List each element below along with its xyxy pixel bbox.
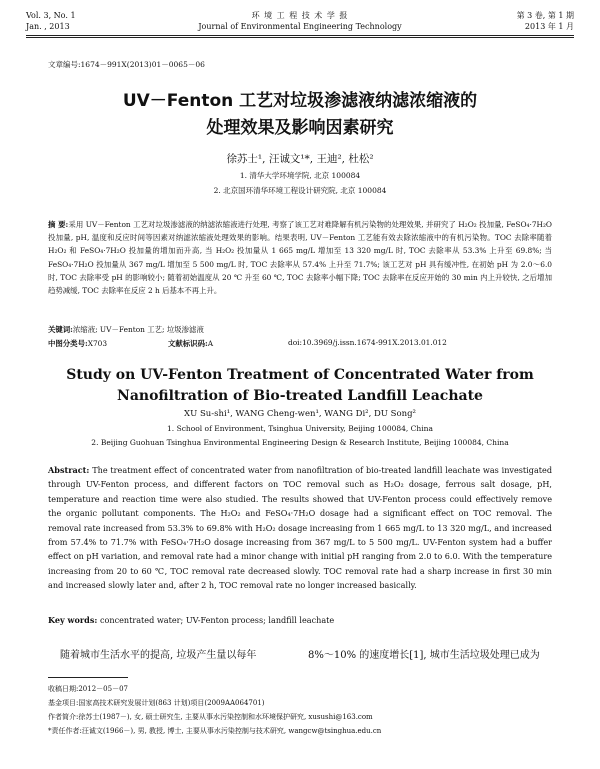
header-date-line: Jan. , 2013: [26, 22, 70, 31]
document-code-label: 文献标识码:: [168, 339, 208, 348]
english-keywords-label: Key words:: [48, 615, 98, 625]
chinese-affiliation-1: 1. 清华大学环境学院, 北京 100084: [239, 171, 361, 180]
english-affiliation-2: 2. Beijing Guohuan Tsinghua Environmental Engineering Design & Research Institute, Beijing 100084, China: [91, 438, 509, 447]
header-year-cn: 2013 年 1 月: [524, 22, 574, 31]
chinese-keywords-text: 浓缩液; UV－Fenton 工艺; 垃圾渗滤液: [72, 325, 204, 334]
header-rule-thin: [26, 37, 574, 38]
footnote-received: 收稿日期:2012－05－07: [48, 685, 128, 693]
english-title-line2: Nanofiltration of Bio-treated Landfill Leachate: [117, 388, 483, 404]
header-journal-en: Journal of Environmental Engineering Technology: [198, 22, 402, 31]
english-keywords: [48, 615, 552, 625]
english-title-line1: Study on UV-Fenton Treatment of Concentrated Water from: [66, 367, 534, 383]
english-keywords-text: concentrated water; UV-Fenton process; landfill leachate: [99, 615, 335, 625]
chinese-keywords: [48, 324, 552, 335]
chinese-authors: 徐苏士¹, 汪诚文¹*, 王迪², 杜松²: [226, 153, 374, 165]
english-abstract-label: Abstract:: [48, 465, 90, 475]
footnote-author-bio: 作者简介:徐苏士(1987－), 女, 硕士研究生, 主要从事水污染控制和水环境保护研究, xusushi@163.com: [48, 713, 373, 721]
footnote-corresponding: *责任作者:汪诚文(1966－), 男, 教授, 博士, 主要从事水污染控制与技术研究, wangcw@tsinghua.edu.cn: [48, 727, 382, 735]
header-issue: [517, 10, 574, 32]
footnote-fund: 基金项目:国家高技术研究发展计划(863 计划)项目(2009AA064701): [48, 699, 265, 707]
english-authors: XU Su-shi¹, WANG Cheng-wen¹, WANG Di², DU Song²: [184, 409, 416, 419]
body-text-right: 8%～10% 的速度增长[1], 城市生活垃圾处理已成为: [308, 650, 540, 661]
chinese-affiliation-2: 2. 北京国环清华环境工程设计研究院, 北京 100084: [213, 186, 387, 195]
chinese-title: [0, 88, 600, 142]
document-code: [168, 338, 213, 349]
document-code-value: A: [207, 339, 214, 348]
clc-label: 中图分类号:: [48, 339, 88, 348]
doi: doi:10.3969/j.issn.1674-991X.2013.01.012: [288, 338, 447, 347]
chinese-title-line1: UV－Fenton 工艺对垃圾渗滤液纳滤浓缩液的: [122, 91, 478, 111]
clc-value: X703: [87, 339, 108, 348]
article-number: 文章编号:1674－991X(2013)01－0065－06: [48, 60, 205, 69]
english-abstract: [48, 463, 552, 593]
header-volume-line: Vol. 3, No. 1: [26, 11, 76, 20]
english-title: [0, 365, 600, 407]
chinese-keywords-label: 关键词:: [48, 325, 73, 334]
english-abstract-text: The treatment effect of concentrated water from nanofiltration of bio-treated landfill leachate was investigated through UV-Fenton process, and different factors on TOC removal such as H₂O₂ dosage, ferrous salt dosage, pH, temperature and reaction time were also studied. The results showed that UV-Fenton process could effectively remove the organic pollutant components. The H₂O₂ and FeSO₄·7H₂O dosage had a significant effect on TOC removal. The removal rate increased from 53.3% to 69.8% with H₂O₂ dosage increasing from 1 665 mg/L to 13 320 mg/L, and increased from 57.4% to 71.7% with FeSO₄·7H₂O dosage increasing from 367 mg/L to 5 500 mg/L. UV-Fenton system had a buffer effect on pH variation, and removal rate had a minor change with initial pH ranging from 2.0 to 6.0. With the temperature increasing from 20 to 60 ℃, TOC removal rate decreased slowly. TOC removal rate had a sharp increase in first 30 min and increased slowly later and, after 2 h, TOC removal rate no longer increased basically.: [48, 465, 553, 591]
english-affiliation-1: 1. School of Environment, Tsinghua University, Beijing 100084, China: [167, 424, 433, 433]
chinese-abstract-label: 摘 要:: [48, 220, 69, 229]
footnote-rule: [48, 677, 128, 678]
header-journal: [26, 10, 574, 32]
chinese-abstract: [48, 218, 552, 297]
chinese-abstract-text: 采用 UV－Fenton 工艺对垃圾渗滤液的纳滤浓缩液进行处理, 考察了该工艺对难降解有机污染物的处理效果, 并研究了 H₂O₂ 投加量, FeSO₄·7H₂O 投加量, pH, 温度和反应时间等因素对纳滤浓缩液处理效果的影响。结果表明, UV－Fenton 工艺能有效去除浓缩液中的有机污染物。TOC 去除率随着 H₂O₂ 和 FeSO₄·7H₂O 投加量的增加而升高, 当 H₂O₂ 投加量从 1 665 mg/L 增加至 13 320 mg/L 时, TOC 去除率从 53.3% 上升至 69.8%; 当 FeSO₄·7H₂O 投加量从 367 mg/L 增加至 5 500 mg/L 时, TOC 去除率从 57.4% 上升至 71.7%; 该工艺对 pH 具有缓冲性, 在初始 pH 为 2.0～6.0 时, TOC 去除率受 pH 的影响较小; 随着初始温度从 20 ℃ 升至 60 ℃, TOC 去除率小幅下降; TOC 去除率在反应开始的 30 min 内上升较快, 之后增加趋势减缓, TOC 去除率在反应 2 h 后基本不再上升。: [48, 220, 552, 296]
header-journal-cn: 环 境 工 程 技 术 学 报: [251, 11, 349, 20]
chinese-title-line2: 处理效果及影响因素研究: [206, 118, 394, 138]
clc-code: [48, 338, 107, 349]
header-rule-thick: [26, 35, 574, 36]
header-issue-cn: 第 3 卷, 第 1 期: [516, 11, 574, 20]
body-text-left: 随着城市生活水平的提高, 垃圾产生量以每年: [60, 650, 257, 661]
